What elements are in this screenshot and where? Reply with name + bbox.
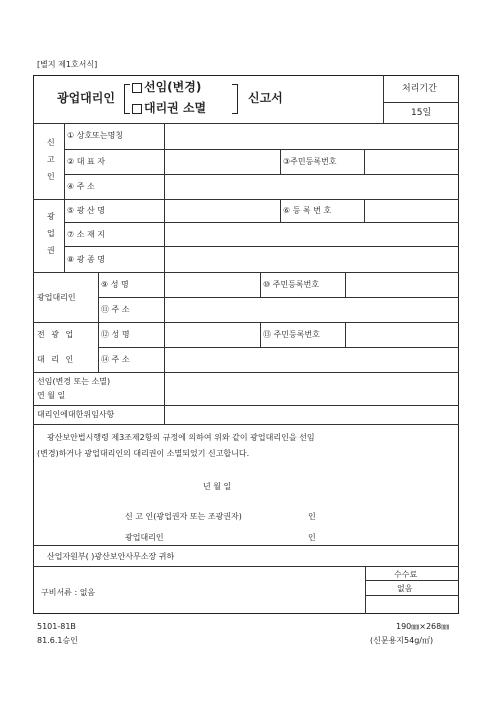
field-7-input[interactable] (166, 223, 458, 245)
agent-seal: 인 (308, 533, 316, 542)
field-6-label: ⑥ 등 록 번 호 (283, 206, 332, 215)
field-9-input[interactable] (166, 273, 259, 296)
fee-value: 없음 (397, 584, 413, 593)
field-2-label: ② 대 표 자 (67, 157, 105, 166)
appointment-label-2: 연 월 일 (37, 391, 66, 400)
option1-checkbox[interactable] (132, 83, 142, 93)
option1-label: 선임(변경) (144, 80, 202, 94)
field-2-input[interactable] (166, 150, 279, 173)
delegation-label: 대리인에대한위임사항 (37, 410, 115, 419)
field-6-input[interactable] (366, 200, 458, 221)
footer-approval: 81.6.1승인 (37, 636, 78, 645)
delegation-input[interactable] (166, 406, 458, 423)
field-9-label: ⑨ 성 명 (101, 280, 129, 289)
footer-paper: (신문용지54g/㎡) (370, 636, 434, 645)
declaration-line-1: 광산보안법시행령 제3조제2항의 규정에 의하여 위와 같이 광업대리인을 선임 (47, 433, 315, 442)
field-4-input[interactable] (166, 175, 458, 198)
reporter-seal: 인 (308, 512, 316, 521)
field-8-input[interactable] (166, 247, 458, 271)
agent-sign-label: 광업대리인 (125, 533, 164, 542)
right-bracket (232, 84, 238, 114)
field-11-label: ⑪ 주 소 (101, 305, 130, 314)
reporter-label-1: 신 (47, 138, 55, 147)
appointment-label-1: 선임(변경 또는 소멸) (37, 377, 111, 386)
mining-label-2: 업 (47, 229, 55, 238)
field-5-input[interactable] (166, 200, 279, 221)
footer-code: 5101-81B (37, 622, 76, 631)
fee-label: 수수료 (394, 570, 418, 579)
option2-label: 대리권 소멸 (144, 101, 207, 115)
field-10-input[interactable] (347, 273, 458, 296)
field-4-label: ④ 주 소 (67, 182, 95, 191)
left-bracket (124, 84, 130, 114)
field-14-input[interactable] (166, 348, 458, 371)
title-suffix: 신고서 (248, 91, 283, 105)
mining-label-1: 광 (47, 212, 55, 221)
field-12-label: ⑫ 성 명 (101, 330, 130, 339)
option2-checkbox[interactable] (132, 104, 142, 114)
field-3-label: ③주민등록번호 (283, 157, 337, 166)
field-11-input[interactable] (166, 298, 458, 321)
field-1-label: ① 상호또는명칭 (67, 131, 124, 140)
former-agent-label-1: 전 광 업 (37, 330, 76, 339)
attachments: 구비서류 : 없음 (41, 588, 96, 597)
declaration-line-2: (변경)하거나 광업대리인의 대리권이 소멸되었기 신고합니다. (37, 449, 250, 458)
reporter-label-2: 고 (47, 155, 55, 164)
field-7-label: ⑦ 소 재 지 (67, 230, 105, 239)
addressee: 산업자원부( )광산보안사무소장 귀하 (47, 552, 175, 561)
reporter-sign-label: 신 고 인(광업권자 또는 조광권자) (125, 512, 242, 521)
former-agent-label-2: 대 리 인 (37, 355, 76, 364)
field-13-input[interactable] (347, 323, 458, 346)
reporter-label-3: 인 (47, 172, 55, 181)
field-5-label: ⑤ 광 산 명 (67, 206, 105, 215)
agent-label: 광업대리인 (37, 293, 76, 302)
processing-value: 15일 (411, 108, 432, 118)
declaration-date: 년 월 일 (203, 482, 232, 491)
field-12-input[interactable] (166, 323, 259, 346)
footer-size: 190㎜×268㎜ (396, 622, 450, 631)
field-13-label: ⑬ 주민등록번호 (263, 330, 320, 339)
appointment-date-input[interactable] (166, 373, 458, 404)
field-1-input[interactable] (166, 125, 458, 148)
field-10-label: ⑩ 주민등록번호 (263, 280, 320, 289)
processing-label: 처리기간 (402, 84, 437, 94)
mining-label-3: 권 (47, 246, 55, 255)
field-14-label: ⑭ 주 소 (101, 355, 130, 364)
form-code: [별지 제1호서식] (37, 60, 98, 69)
field-8-label: ⑧ 광 종 명 (67, 255, 105, 264)
title-main: 광업대리인 (57, 91, 115, 105)
field-3-input[interactable] (366, 150, 458, 173)
